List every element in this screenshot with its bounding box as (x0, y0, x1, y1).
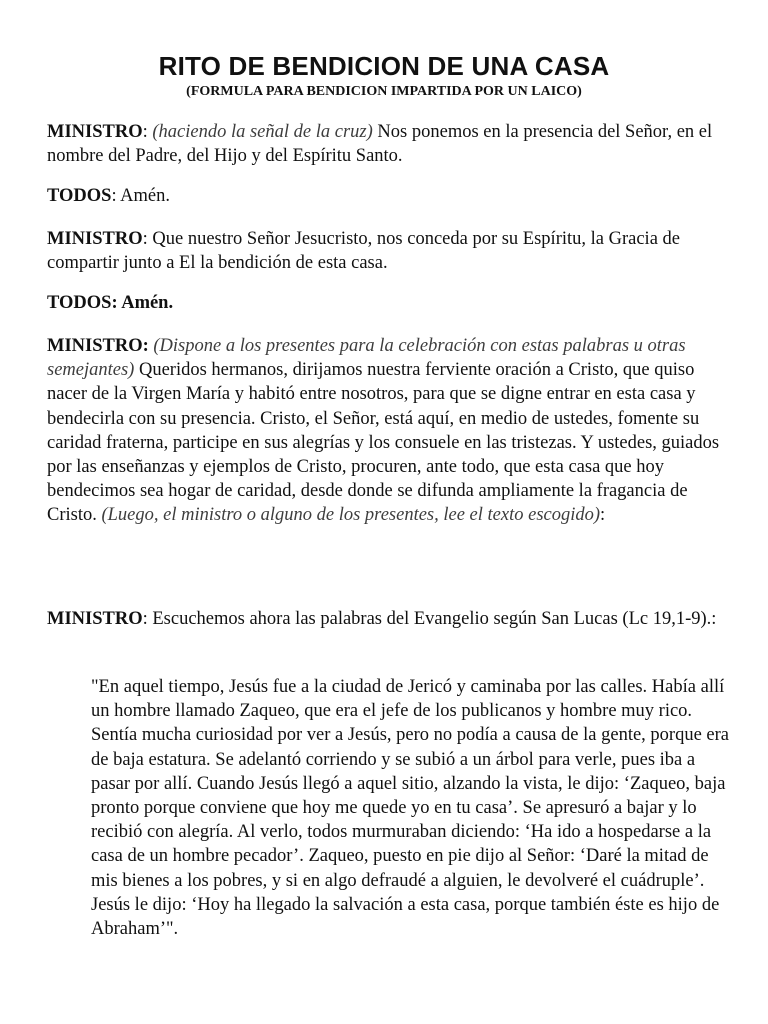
paragraph-text: : Escuchemos ahora las palabras del Evangelio según San Lucas (Lc 19,1-9).: (142, 609, 717, 629)
paragraph-all-amen-1 (47, 184, 727, 208)
document-subtitle: (FORMULA PARA BENDICION IMPARTIDA POR UN LAICO) (186, 84, 582, 99)
speaker-label: MINISTRO: (47, 336, 149, 356)
paragraph-minister-sign-of-cross (47, 120, 727, 168)
paragraph-minister-introduction (47, 334, 727, 528)
paragraph-text: : Amén. (111, 293, 174, 313)
paragraph-all-amen-2 (47, 291, 727, 315)
paragraph-minister-greeting (47, 227, 727, 275)
paragraph-end: : (600, 505, 606, 526)
speaker-label: MINISTRO (47, 229, 143, 249)
rubric-text-closing: (Luego, el ministro o alguno de los presentes, lee el texto escogido) (96, 505, 601, 526)
paragraph-text: Nos ponemos en la presencia del Señor, en el nombre del Padre, del Hijo y del Espíritu Santo. (47, 122, 713, 167)
speaker-label: MINISTRO (47, 609, 143, 629)
separator: : (142, 122, 153, 142)
paragraph-text: : Amén. (111, 186, 171, 206)
speaker-label: TODOS (47, 186, 112, 206)
speaker-label: MINISTRO (47, 122, 143, 142)
rubric-text: (haciendo la señal de la cruz) (152, 122, 373, 142)
paragraph-text: : Que nuestro Señor Jesucristo, nos conceda por su Espíritu, la Gracia de compartir junto a El la bendición de esta casa. (47, 229, 680, 274)
speaker-label: TODOS (47, 293, 112, 313)
document-title: RITO DE BENDICION DE UNA CASA (158, 51, 610, 81)
paragraph-minister-gospel-intro (47, 607, 727, 631)
rubric-text: (Dispone a los presentes para la celebración con estas palabras u otras semejantes) (47, 336, 686, 381)
gospel-quote: "En aquel tiempo, Jesús fue a la ciudad de Jericó y caminaba por las calles. Había allí un hombre llamado Zaqueo, que era el jefe de los publicanos y hombre muy rico. Sentía mucha curiosidad por ver a Jesús, pero no podía a causa de la gente, porque era de baja estatura. Se adelantó corriendo y se subió a un árbol para verle, pues iba a pasar por allí. Cuando Jesús llegó a aquel sitio, alzando la vista, le dijo: ‘Zaqueo, baja pronto porque conviene que hoy me quede yo en tu casa’. Se apresuró a bajar y lo recibió con alegría. Al verlo, todos murmuraban diciendo: ‘Ha ido a hospedarse a la casa de un hombre pecador’. Zaqueo, puesto en pie dijo al Señor: ‘Daré la mitad de mis bienes a los pobres, y si en algo defraudé a alguien, le devolveré el cuádruple’. Jesús le dijo: ‘Hoy ha llegado la salvación a esta casa, porque también éste es hijo de Abraham’". (91, 677, 730, 940)
paragraph-text: Queridos hermanos, dirijamos nuestra ferviente oración a Cristo, que quiso nacer de la Virgen María y habitó entre nosotros, para que se digne entrar en esta casa y bendecirla con su presencia. Cristo, el Señor, está aquí, en medio de ustedes, fomente su caridad fraterna, participe en sus alegrías y los consuele en las tristezas. Y ustedes, guiados por las enseñanzas y ejemplos de Cristo, procuren, ante todo, que esta casa que hoy bendecimos sea hogar de caridad, desde donde se difunda ampliamente la fragancia de Cristo. (47, 360, 720, 526)
